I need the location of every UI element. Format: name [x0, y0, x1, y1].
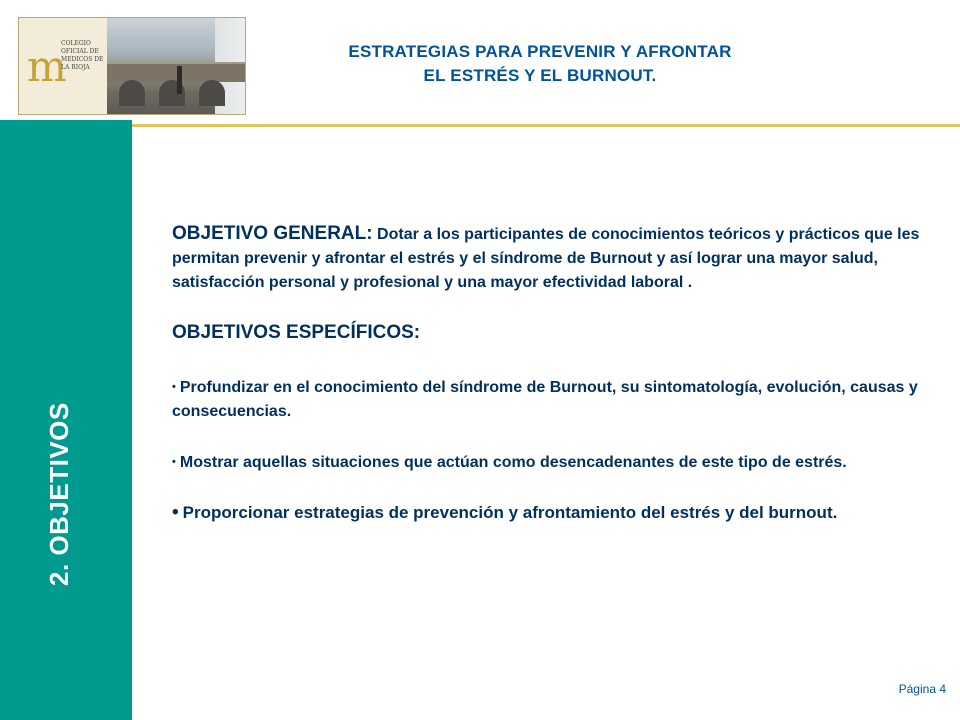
- bullet-icon: •: [172, 456, 176, 468]
- general-objective-heading: OBJETIVO GENERAL:: [172, 223, 373, 244]
- logo-text: COLEGIO OFICIAL DE MEDICOS DE LA RIOJA: [61, 40, 104, 71]
- college-logo: [18, 17, 246, 115]
- title-line-1: ESTRATEGIAS PARA PREVENIR Y AFRONTAR: [348, 42, 732, 61]
- section-label: 2. OBJETIVOS: [44, 402, 74, 586]
- logo-emblem-icon: m: [27, 42, 67, 91]
- list-item-text: Profundizar en el conocimiento del síndrome de Burnout, su sintomatología, evolución, causas y consecuencias.: [172, 379, 918, 420]
- slide-title: [300, 40, 780, 88]
- logo-bridge-arch: [119, 80, 145, 106]
- list-item: [172, 375, 932, 424]
- specific-objectives-heading: OBJETIVOS ESPECÍFICOS:: [172, 322, 421, 343]
- logo-bridge-arch: [199, 80, 225, 106]
- logo-lamp-graphic: [177, 66, 182, 94]
- title-line-2: EL ESTRÉS Y EL BURNOUT.: [423, 66, 657, 85]
- logo-panel: [19, 18, 107, 114]
- general-objective-text: Dotar a los participantes de conocimientos teóricos y prácticos que les permitan prevenir y afrontar el estrés y el síndrome de Burnout y así lograr una mayor salud, satisfacción personal y profesional y una mayor efectividad laboral .: [172, 226, 920, 291]
- general-objective: [172, 222, 932, 295]
- bullet-icon: •: [172, 502, 179, 523]
- list-item-text: Mostrar aquellas situaciones que actúan como desencadenantes de este tipo de estrés.: [179, 454, 847, 471]
- list-item: [172, 501, 932, 525]
- page-number: Página 4: [898, 682, 946, 696]
- list-item: [172, 450, 932, 475]
- section-sidebar: [0, 120, 132, 720]
- slide-content: [172, 222, 932, 525]
- header-divider: [132, 124, 960, 127]
- list-item-text: Proporcionar estrategias de prevención y afrontamiento del estrés y del burnout.: [182, 503, 838, 522]
- bullet-icon: •: [172, 381, 176, 393]
